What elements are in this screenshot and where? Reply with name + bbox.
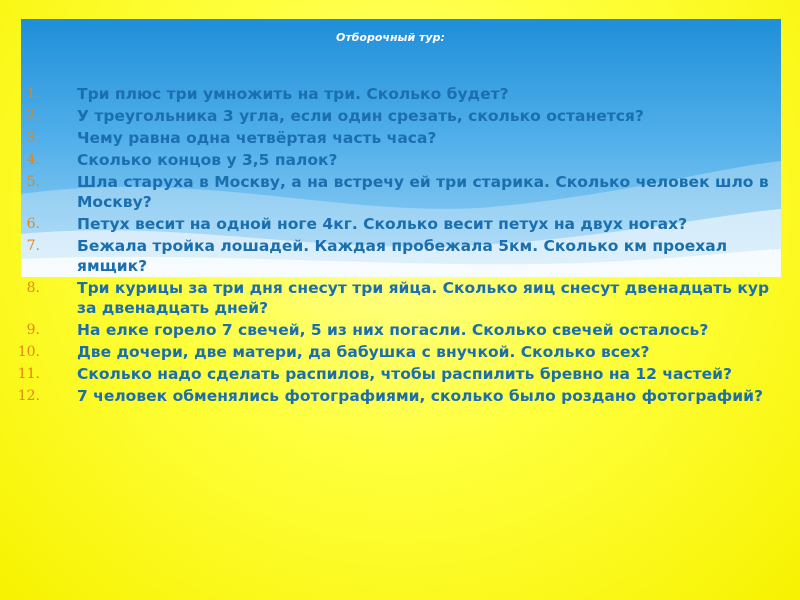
question-text: Три плюс три умножить на три. Сколько будет? bbox=[77, 85, 509, 103]
list-item bbox=[0, 214, 790, 234]
list-item bbox=[0, 386, 790, 406]
item-number: 7. bbox=[26, 238, 40, 254]
question-text: На елке горело 7 свечей, 5 из них погасли. Сколько свечей осталось? bbox=[77, 321, 709, 339]
item-number: 3. bbox=[26, 130, 40, 146]
item-number: 4. bbox=[26, 152, 40, 168]
item-number: 5. bbox=[26, 174, 40, 190]
list-item bbox=[0, 236, 790, 276]
list-item bbox=[0, 106, 790, 126]
list-item bbox=[0, 172, 790, 212]
item-number: 11. bbox=[17, 366, 40, 382]
item-number: 1. bbox=[26, 86, 40, 102]
question-text: 7 человек обменялись фотографиями, сколько было роздано фотографий? bbox=[77, 387, 764, 405]
question-text: Бежала тройка лошадей. Каждая пробежала 5км. Сколько км проехал ямщик? bbox=[77, 237, 728, 275]
item-number: 12. bbox=[17, 388, 40, 404]
question-text: Сколько концов у 3,5 палок? bbox=[77, 151, 338, 169]
list-item bbox=[0, 278, 790, 318]
item-number: 9. bbox=[26, 322, 40, 338]
question-text: Чему равна одна четвёртая часть часа? bbox=[77, 129, 437, 147]
list-item bbox=[0, 150, 790, 170]
question-text: Шла старуха в Москву, а на встречу ей три старика. Сколько человек шло в Москву? bbox=[77, 173, 769, 211]
question-text: У треугольника 3 угла, если один срезать, сколько останется? bbox=[77, 107, 644, 125]
item-number: 2. bbox=[26, 108, 40, 124]
item-number: 6. bbox=[26, 216, 40, 232]
list-item bbox=[0, 128, 790, 148]
list-item bbox=[0, 84, 790, 104]
list-item bbox=[0, 364, 790, 384]
list-item bbox=[0, 342, 790, 362]
question-list bbox=[0, 84, 790, 408]
item-number: 8. bbox=[26, 280, 40, 296]
list-item bbox=[0, 320, 790, 340]
slide-title: Отборочный тур: bbox=[336, 31, 445, 44]
question-text: Сколько надо сделать распилов, чтобы распилить бревно на 12 частей? bbox=[77, 365, 732, 383]
item-number: 10. bbox=[17, 344, 40, 360]
question-text: Три курицы за три дня снесут три яйца. Сколько яиц снесут двенадцать кур за двенадцать дней? bbox=[77, 279, 770, 317]
question-text: Петух весит на одной ноге 4кг. Сколько весит петух на двух ногах? bbox=[77, 215, 688, 233]
question-text: Две дочери, две матери, да бабушка с внучкой. Сколько всех? bbox=[77, 343, 650, 361]
